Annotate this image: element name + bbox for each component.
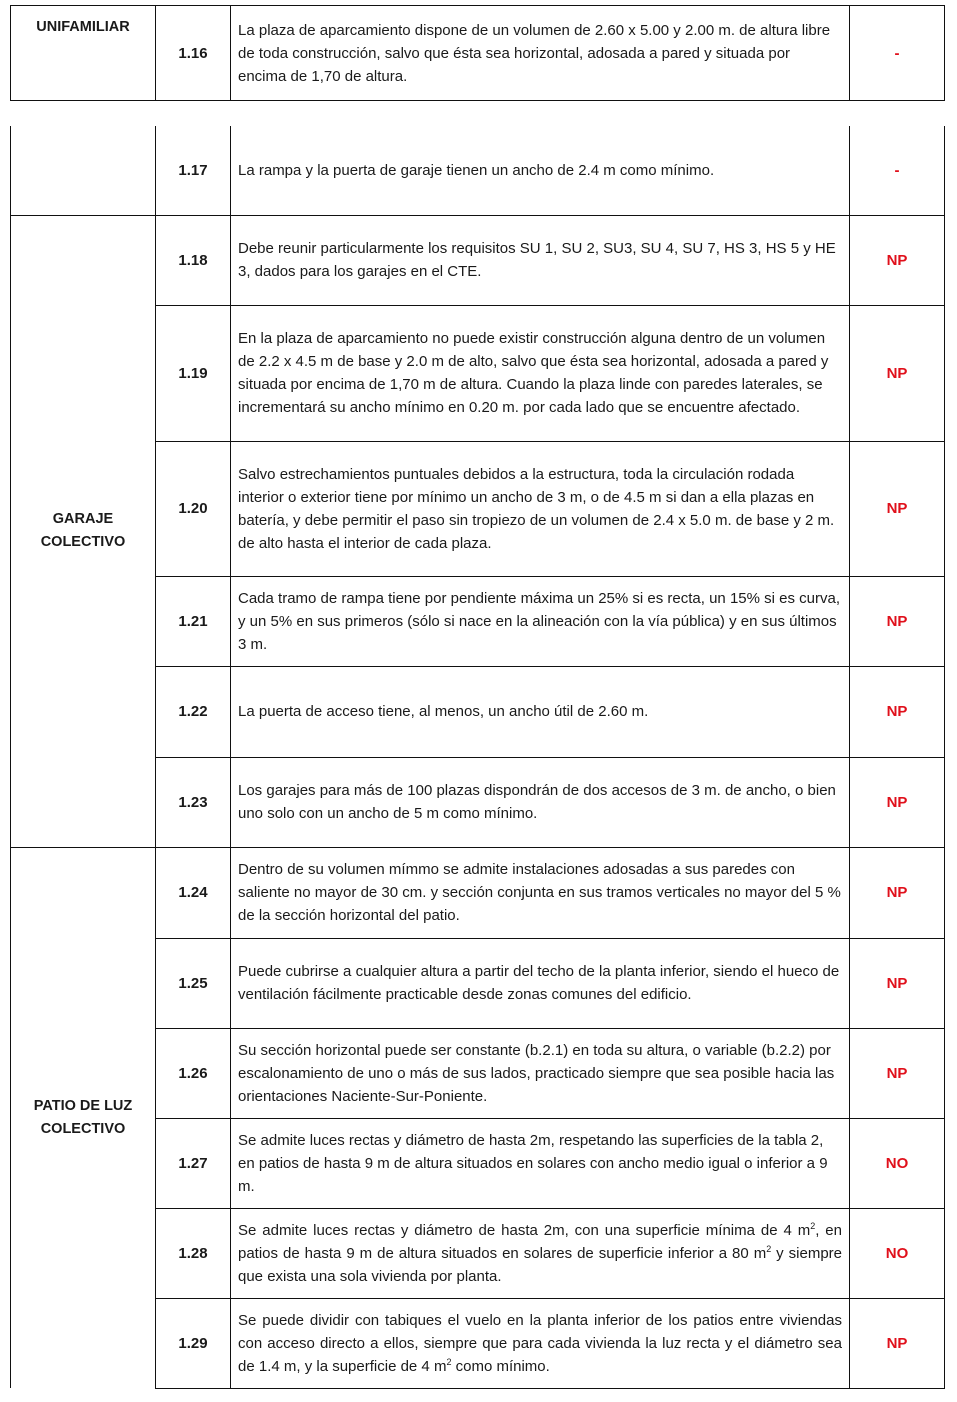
status-badge: NP [850,441,945,576]
row-number: 1.20 [156,441,231,576]
category-label-line1: GARAJE [52,511,114,527]
status-badge: NP [850,666,945,757]
row-number: 1.18 [156,215,231,305]
category-label-line2: COLECTIVO [40,1120,126,1137]
superscript: 2 [766,1243,772,1254]
row-number: 1.26 [156,1028,231,1118]
row-text: Debe reunir particularmente los requisitos SU 1, SU 2, SU3, SU 4, SU 7, HS 3, HS 5 y HE 3, dados para los garajes en el CTE. [231,215,850,305]
row-number: 1.25 [156,938,231,1028]
row-number: 1.23 [156,757,231,847]
row-text-part: Se puede dividir con tabiques el vuelo en la planta inferior de los patios entre viviendas con acceso directo a ellos, siempre que para cada vivienda la luz recta y el diámetro sea de 1.4 m, y la superficie de 4 m [238,1311,842,1375]
table-row [11,215,945,305]
row-text [231,1208,850,1298]
row-text: Los garajes para más de 100 plazas dispondrán de dos accesos de 3 m. de ancho, o bien uno solo con un ancho de 5 m como mínimo. [231,757,850,847]
row-text: La rampa y la puerta de garaje tienen un ancho de 2.4 m como mínimo. [231,126,850,215]
status-badge: - [850,126,945,215]
category-cell-empty [11,126,156,215]
row-number: 1.21 [156,576,231,666]
table-row [11,6,945,101]
status-badge: NO [850,1118,945,1208]
status-badge: NP [850,847,945,938]
row-number: 1.16 [156,6,231,101]
row-text: Cada tramo de rampa tiene por pendiente máxima un 25% si es recta, un 15% si es curva, y un 5% en sus primeros (sólo si nace en la alineación con la vía pública) y en sus últimos 3 m. [231,576,850,666]
status-badge: - [850,6,945,101]
status-badge: NP [850,305,945,441]
row-text: Se admite luces rectas y diámetro de hasta 2m, respetando las superficies de la tabla 2, en patios de hasta 9 m de altura situados en solares con ancho medio igual o inferior a 9 m. [231,1118,850,1208]
status-badge: NP [850,1298,945,1388]
table-fragment-main [10,126,945,1389]
table-fragment-unifamiliar [10,5,945,101]
row-text-part: y siempre que exista una sola vivienda por planta. [238,1244,842,1285]
status-badge: NO [850,1208,945,1298]
status-badge: NP [850,938,945,1028]
row-number: 1.24 [156,847,231,938]
category-cell-garaje [11,215,156,847]
status-badge: NP [850,576,945,666]
row-text-part: , en patios de hasta 9 m de altura situados en solares de superficie inferior a 80 m [238,1221,842,1262]
row-text: En la plaza de aparcamiento no puede existir construcción alguna dentro de un volumen de 2.2 x 4.5 m de base y 2.0 m de alto, salvo que ésta sea horizontal, adosada a pared y situada por encima de 1,70 m de altura. Cuando la plaza linde con paredes laterales, se incrementará su ancho mínimo en 0.20 m. por cada lado que se encuentre afectado. [231,305,850,441]
category-label-line1: PATIO DE LUZ [33,1097,133,1114]
table-row [11,126,945,215]
row-text: Dentro de su volumen mímmo se admite instalaciones adosadas a sus paredes con saliente no mayor de 30 cm. y sección conjunta en sus tramos verticales no mayor del 5 % de la sección horizontal del patio. [231,847,850,938]
row-number: 1.28 [156,1208,231,1298]
superscript: 2 [446,1356,452,1367]
row-number: 1.22 [156,666,231,757]
status-badge: NP [850,1028,945,1118]
table-row [11,847,945,938]
row-text: La plaza de aparcamiento dispone de un volumen de 2.60 x 5.00 y 2.00 m. de altura libre de toda construcción, salvo que ésta sea horizontal, adosada a pared y situada por encima de 1,70 de altura. [231,6,850,101]
category-cell-patio [11,847,156,1388]
row-text: Salvo estrechamientos puntuales debidos a la estructura, toda la circulación rodada interior o exterior tiene por mínimo un ancho de 3 m, o de 4.5 m si dan a ella plazas en batería, y debe permitir el paso sin tropiezo de un volumen de 2.4 x 5.0 m. de base y 2 m. de alto hasta el interior de cada plaza. [231,441,850,576]
row-number: 1.19 [156,305,231,441]
category-cell-unifamiliar: UNIFAMILIAR [11,6,156,101]
superscript: 2 [810,1220,816,1231]
row-text: La puerta de acceso tiene, al menos, un ancho útil de 2.60 m. [231,666,850,757]
row-number: 1.29 [156,1298,231,1388]
row-text [231,1298,850,1388]
row-text-part: Se admite luces rectas y diámetro de hasta 2m, con una superficie mínima de 4 m [238,1221,811,1239]
status-badge: NP [850,215,945,305]
row-text-part: como mínimo. [451,1357,550,1375]
row-text: Su sección horizontal puede ser constante (b.2.1) en toda su altura, o variable (b.2.2) por escalonamiento de uno o más de sus lados, practicado siempre que sea posible hacia las orientaciones Naciente-Sur-Poniente. [231,1028,850,1118]
row-number: 1.17 [156,126,231,215]
category-label-line2: COLECTIVO [40,534,126,550]
status-badge: NP [850,757,945,847]
row-text: Puede cubrirse a cualquier altura a partir del techo de la planta inferior, siendo el hueco de ventilación fácilmente practicable desde zonas comunes del edificio. [231,938,850,1028]
row-number: 1.27 [156,1118,231,1208]
